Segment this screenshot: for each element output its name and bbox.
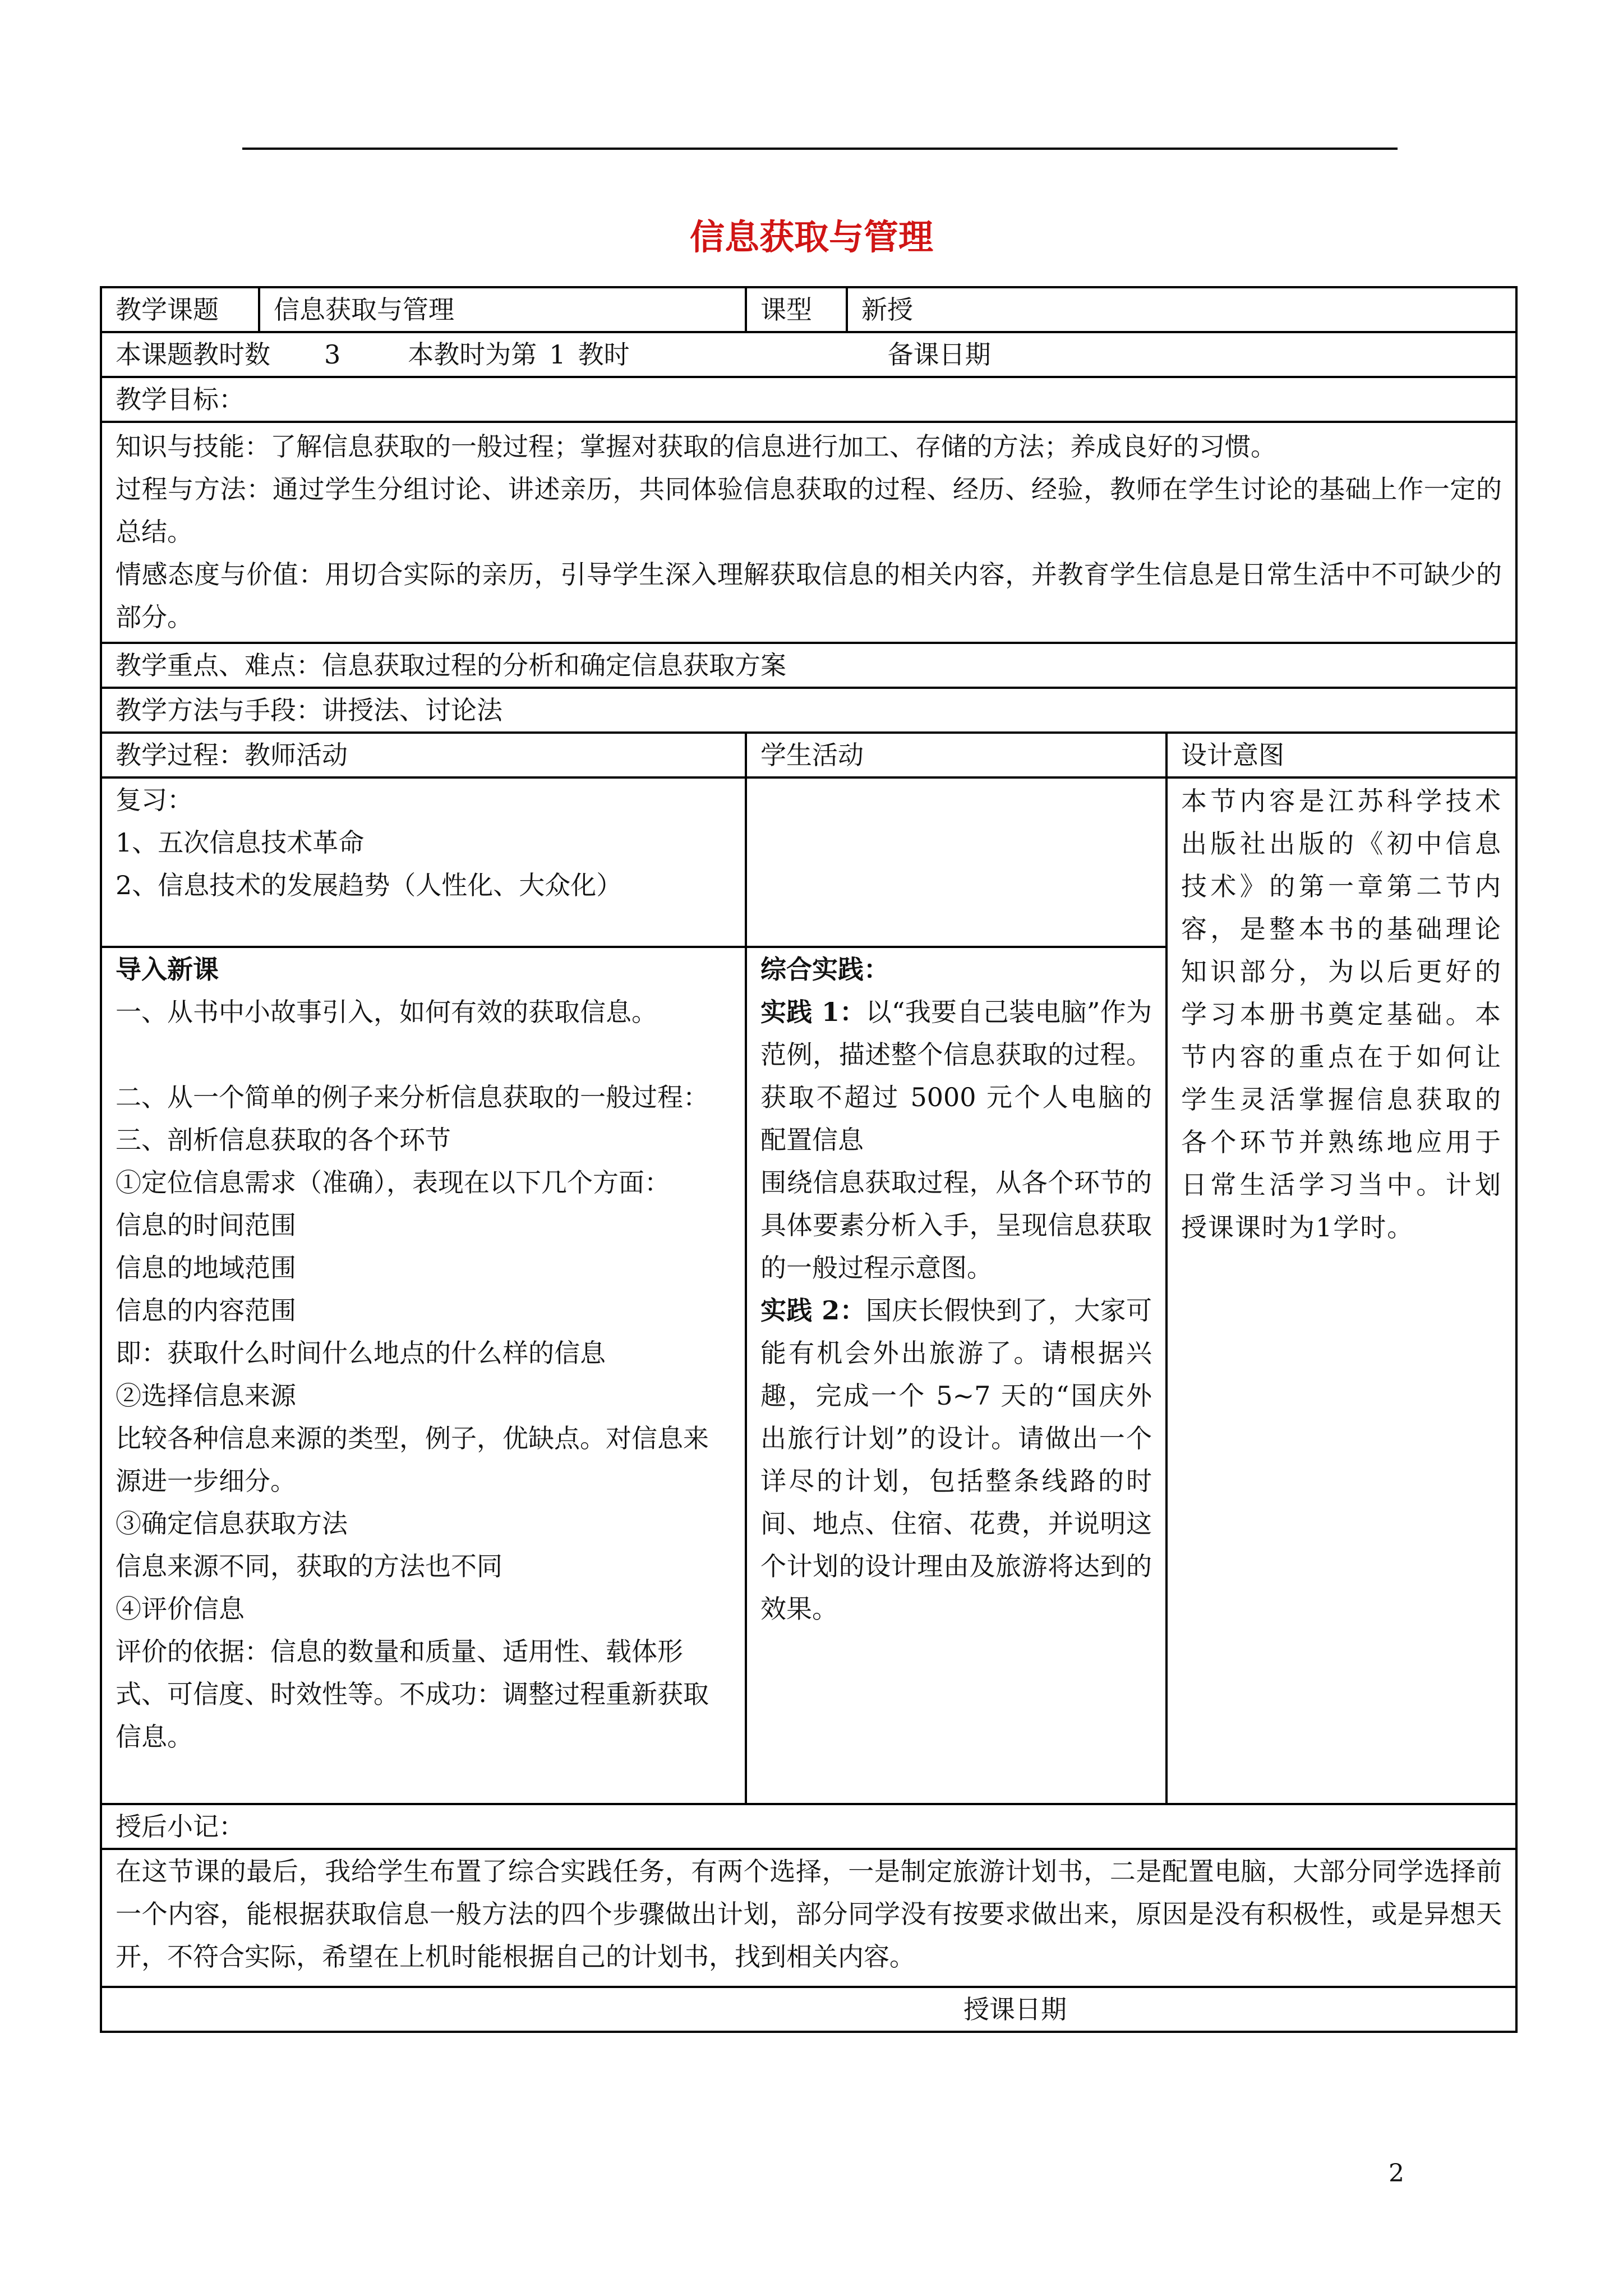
teach-date-row	[101, 1987, 1516, 2032]
design-intent-cell	[1166, 777, 1516, 1804]
review-row	[101, 777, 1516, 947]
key-points-row	[101, 643, 1516, 688]
hours-cell	[101, 332, 1516, 377]
document-title: 信息获取与管理	[689, 217, 933, 257]
total-hours-label: 本课题教时数	[116, 339, 270, 370]
practice-1	[760, 991, 1152, 1161]
objective-emotion: 情感态度与价值：用切合实际的亲历，引导学生深入理解获取信息的相关内容，并教育学生信息是日常生活中不可缺少的部分。	[116, 559, 1502, 632]
objectives-heading: 教学目标：	[101, 377, 1516, 422]
objective-process: 过程与方法：通过学生分组讨论、讲述亲历，共同体验信息获取的过程、经历、经验，教师在学生讨论的基础上作一定的总结。	[116, 474, 1502, 547]
reflection-heading-row	[101, 1804, 1516, 1849]
new-lesson-line: ②选择信息来源	[116, 1381, 296, 1411]
current-hour-suffix: 教时	[578, 339, 630, 370]
type-value: 新授	[847, 287, 1516, 332]
topic-label: 教学课题	[101, 287, 259, 332]
practice-cell	[746, 947, 1166, 1804]
new-lesson-line	[116, 1033, 731, 1076]
current-hour-value: 1	[549, 339, 566, 370]
header-rule	[242, 148, 1398, 150]
practice-2-text: 国庆长假快到了，大家可能有机会外出旅游了。请根据兴趣，完成一个 5~7 天的“国庆外出旅行计划”的设计。请做出一个详尽的计划，包括整条线路的时间、地点、住宿、花费，并说明这个计划的设计理由及旅游将达到的效果。	[760, 1295, 1152, 1624]
reflection-heading: 授后小记：	[101, 1804, 1516, 1849]
reflection-row	[101, 1849, 1516, 1987]
reflection-text: 在这节课的最后，我给学生布置了综合实践任务，有两个选择，一是制定旅游计划书，二是配置电脑，大部分同学选择前一个内容，能根据获取信息一般方法的四个步骤做出计划，部分同学没有按要求做出来，原因是没有积极性，或是异想天开，不符合实际，希望在上机时能根据自己的计划书，找到相关内容。	[116, 1856, 1502, 1972]
page-number: 2	[1389, 2159, 1404, 2188]
practice-1-label: 实践 1：	[760, 997, 866, 1027]
topic-row	[101, 287, 1516, 332]
new-lesson-cell	[101, 947, 746, 1804]
total-hours-value: 3	[324, 339, 341, 370]
lesson-plan-table	[100, 286, 1518, 2033]
objectives-heading-row	[101, 377, 1516, 422]
new-lesson-line: 三、剖析信息获取的各个环节	[116, 1125, 451, 1155]
review-heading: 复习：	[116, 785, 193, 815]
practice-heading: 综合实践：	[760, 954, 889, 984]
new-lesson-line: 信息的时间范围	[116, 1210, 296, 1240]
new-lesson-line: 评价的依据：信息的数量和质量、适用性、载体形式、可信度、时效性等。不成功：调整过程重新获取信息。	[116, 1636, 709, 1752]
new-lesson-line: ④评价信息	[116, 1594, 245, 1624]
type-label: 课型	[746, 287, 847, 332]
prep-date-label: 备课日期	[887, 339, 991, 370]
new-lesson-line: ③确定信息获取方法	[116, 1508, 348, 1539]
new-lesson-line: 二、从一个简单的例子来分析信息获取的一般过程：	[116, 1082, 709, 1112]
methods: 教学方法与手段：讲授法、讨论法	[101, 688, 1516, 733]
practice-2	[760, 1289, 1152, 1630]
practice-1-detail: 围绕信息获取过程，从各个环节的具体要素分析入手，呈现信息获取的一般过程示意图。	[760, 1167, 1152, 1283]
new-lesson-line: 信息的地域范围	[116, 1253, 296, 1283]
new-lesson-line: 信息来源不同，获取的方法也不同	[116, 1551, 502, 1581]
methods-row	[101, 688, 1516, 733]
key-points: 教学重点、难点：信息获取过程的分析和确定信息获取方案	[101, 643, 1516, 688]
new-lesson-line: 信息的内容范围	[116, 1295, 296, 1326]
teacher-activity-header: 教学过程：教师活动	[101, 733, 746, 777]
current-hour-label: 本教时为第	[408, 339, 537, 370]
student-activity-header: 学生活动	[746, 733, 1166, 777]
reflection-cell	[101, 1849, 1516, 1987]
objectives-row	[101, 422, 1516, 643]
new-lesson-line: 即：获取什么时间什么地点的什么样的信息	[116, 1338, 606, 1368]
hours-row	[101, 332, 1516, 377]
objective-knowledge: 知识与技能：了解信息获取的一般过程；掌握对获取的信息进行加工、存储的方法；养成良好的习惯。	[116, 431, 1276, 462]
teach-date-label: 授课日期	[963, 1994, 1067, 2024]
new-lesson-line: ①定位信息需求（准确），表现在以下几个方面：	[116, 1167, 670, 1198]
review-item: 2、信息技术的发展趋势（人性化、大众化）	[116, 870, 623, 900]
review-student-cell	[746, 777, 1166, 947]
design-intent-text: 本节内容是江苏科学技术出版社出版的《初中信息技术》的第一章第二节内容，是整本书的基础理论知识部分，为以后更好的学习本册书奠定基础。本节内容的重点在于如何让学生灵活掌握信息获取的各个环节并熟练地应用于日常生活学习当中。计划授课课时为1学时。	[1181, 786, 1502, 1243]
teach-date-cell	[101, 1987, 1516, 2032]
process-header-row	[101, 733, 1516, 777]
new-lesson-line: 一、从书中小故事引入，如何有效的获取信息。	[116, 997, 657, 1027]
topic-value: 信息获取与管理	[259, 287, 746, 332]
practice-1-text: 以“我要自己装电脑”作为范例，描述整个信息获取的过程。获取不超过 5000 元个人电脑的配置信息	[760, 997, 1152, 1155]
practice-2-label: 实践 2：	[760, 1295, 866, 1326]
review-cell	[101, 777, 746, 947]
review-item: 1、五次信息技术革命	[116, 827, 365, 858]
new-lesson-heading: 导入新课	[116, 954, 219, 984]
objectives-cell	[101, 422, 1516, 643]
design-intent-header: 设计意图	[1166, 733, 1516, 777]
new-lesson-line: 比较各种信息来源的类型，例子，优缺点。对信息来源进一步细分。	[116, 1423, 709, 1496]
